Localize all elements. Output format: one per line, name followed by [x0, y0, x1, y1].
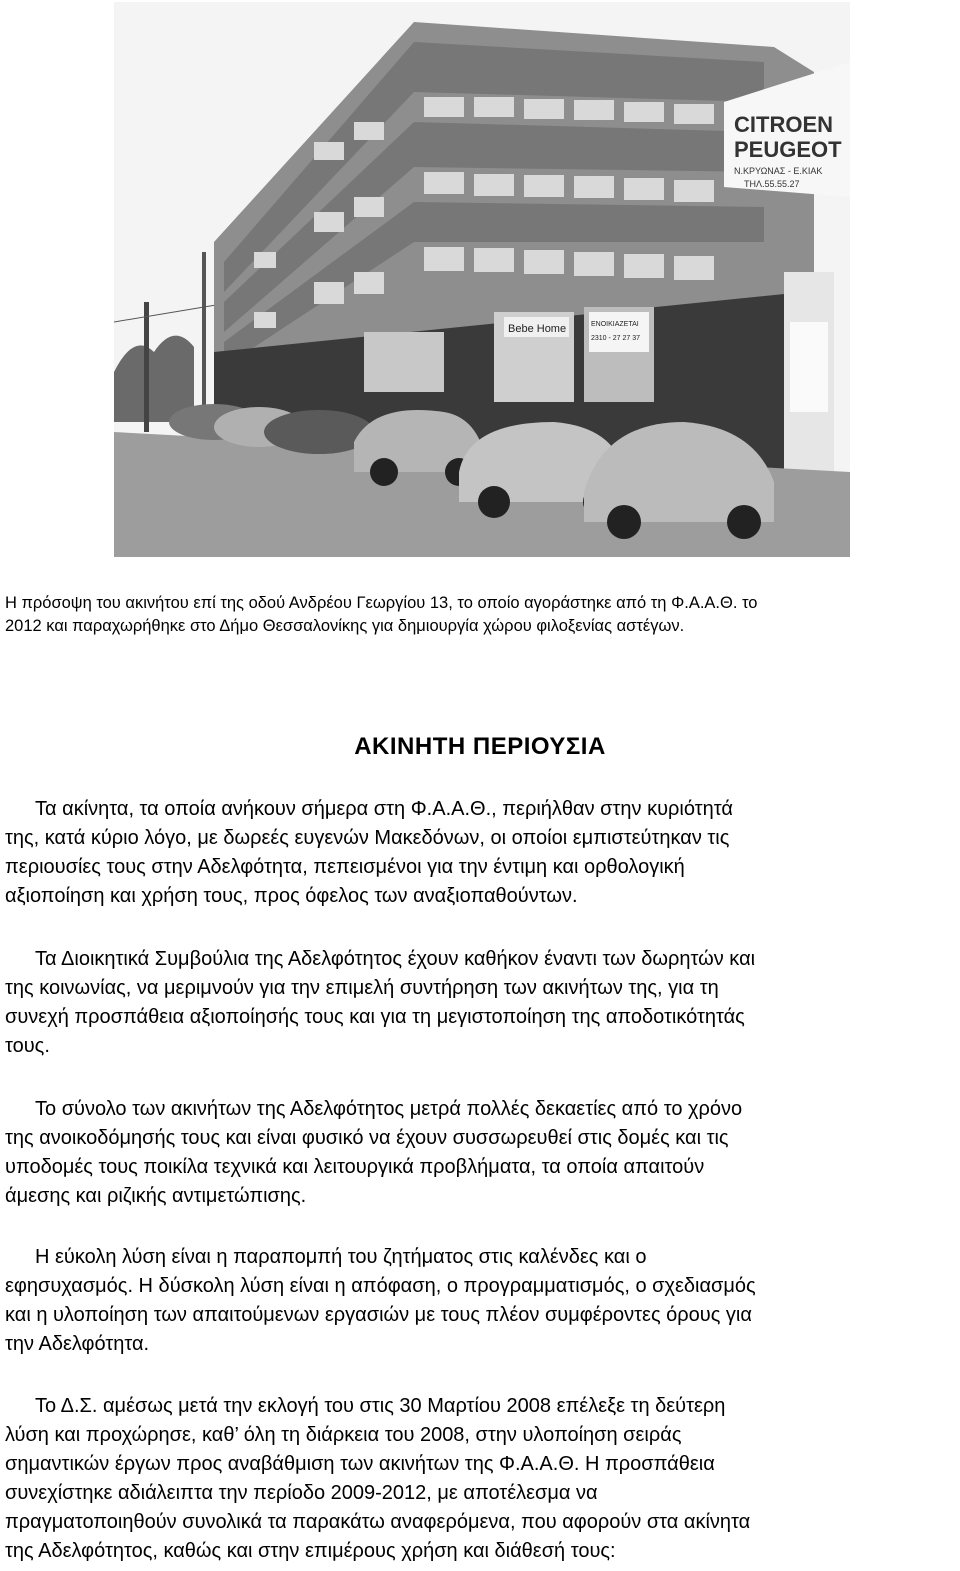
photo-caption	[5, 592, 955, 638]
svg-text:N.ΚΡΥΩΝΑΣ - Ε.ΚΙΑΚ: N.ΚΡΥΩΝΑΣ - Ε.ΚΙΑΚ	[734, 166, 823, 176]
paragraph-line: της, κατά κύριο λόγο, με δωρεές ευγενών Μακεδόνων, οι οποίοι εμπιστεύτηκαν τις	[5, 827, 730, 849]
paragraph	[5, 1095, 955, 1211]
svg-text:ΕΝΟΙΚΙΑΖΕΤΑΙ: ΕΝΟΙΚΙΑΖΕΤΑΙ	[591, 321, 639, 328]
caption-line: 2012 και παραχωρήθηκε στο Δήμο Θεσσαλονίκης για δημιουργία χώρου φιλοξενίας αστέγων.	[5, 617, 685, 635]
paragraph-line: σημαντικών έργων προς αναβάθμιση των ακινήτων της Φ.Α.Α.Θ. Η προσπάθεια	[5, 1453, 715, 1475]
paragraph-line: της κοινωνίας, να μεριμνούν για την επιμελή συντήρηση των ακινήτων της, για τη	[5, 977, 719, 999]
section-heading: ΑΚΙΝΗΤΗ ΠΕΡΙΟΥΣΙΑ	[354, 733, 606, 760]
paragraph-line: άμεσης και ριζικής αντιμετώπισης.	[5, 1185, 307, 1207]
paragraph-line: Η εύκολη λύση είναι η παραπομπή του ζητήματος στις καλένδες και ο	[35, 1246, 647, 1268]
paragraph	[5, 795, 955, 911]
svg-text:CITROEN: CITROEN	[734, 112, 833, 137]
paragraph-line: λύση και προχώρησε, καθ’ όλη τη διάρκεια του 2008, στην υλοποίηση σειράς	[5, 1424, 682, 1446]
paragraph-line: υποδομές τους ποικίλα τεχνικά και λειτουργικά προβλήματα, τα οποία απαιτούν	[5, 1156, 705, 1178]
paragraph	[5, 1243, 955, 1359]
paragraph-line: της ανοικοδόμησής τους και είναι φυσικό να έχουν συσσωρευθεί στις δομές και τις	[5, 1127, 729, 1149]
paragraph-line: και η υλοποίηση των απαιτούμενων εργασιών με τους πλέον συμφέροντες όρους για	[5, 1304, 752, 1326]
paragraph-line: αξιοποίηση και χρήση τους, προς όφελος των αναξιοπαθούντων.	[5, 885, 578, 907]
paragraph	[5, 945, 955, 1061]
paragraph-line: περιουσίες τους στην Αδελφότητα, πεπεισμένοι για την έντιμη και ορθολογική	[5, 856, 685, 878]
paragraph-line: Τα Διοικητικά Συμβούλια της Αδελφότητος έχουν καθήκον έναντι των δωρητών και	[35, 948, 756, 970]
paragraph-line: Το σύνολο των ακινήτων της Αδελφότητος μετρά πολλές δεκαετίες από το χρόνο	[35, 1098, 743, 1120]
paragraph-line: την Αδελφότητα.	[5, 1333, 150, 1355]
paragraph-line: συνεχή προσπάθεια αξιοποίησής τους και για τη μεγιστοποίηση της αποδοτικότητάς	[5, 1006, 745, 1028]
svg-text:Bebe Home: Bebe Home	[508, 323, 567, 335]
paragraph-line: τους.	[5, 1035, 50, 1057]
paragraph-line: συνεχίστηκε αδιάλειπτα την περίοδο 2009-2012, με αποτέλεσμα να	[5, 1482, 598, 1504]
svg-text:2310 - 27 27 37: 2310 - 27 27 37	[591, 335, 641, 342]
paragraph-line: Τα ακίνητα, τα οποία ανήκουν σήμερα στη Φ.Α.Α.Θ., περιήλθαν στην κυριότητά	[35, 798, 733, 820]
svg-text:ΤΗΛ.55.55.27: ΤΗΛ.55.55.27	[744, 179, 800, 189]
paragraph-line: Το Δ.Σ. αμέσως μετά την εκλογή του στις 30 Μαρτίου 2008 επέλεξε τη δεύτερη	[35, 1395, 726, 1417]
paragraph-line: πραγματοποιηθούν συνολικά τα παρακάτω αναφερόμενα, που αφορούν στα ακίνητα	[5, 1511, 751, 1533]
caption-line: Η πρόσοψη του ακινήτου επί της οδού Ανδρέου Γεωργίου 13, το οποίο αγοράστηκε από τη Φ.Α.Α.Θ. το	[5, 594, 758, 612]
paragraph-line: της Αδελφότητος, καθώς και στην επιμέρους χρήση και διάθεσή τους:	[5, 1540, 616, 1562]
svg-text:PEUGEOT: PEUGEOT	[734, 137, 842, 162]
building-photo	[114, 2, 850, 557]
paragraph-line: εφησυχασμός. Η δύσκολη λύση είναι η απόφαση, ο προγραμματισμός, ο σχεδιασμός	[5, 1275, 756, 1297]
paragraph	[5, 1392, 955, 1566]
